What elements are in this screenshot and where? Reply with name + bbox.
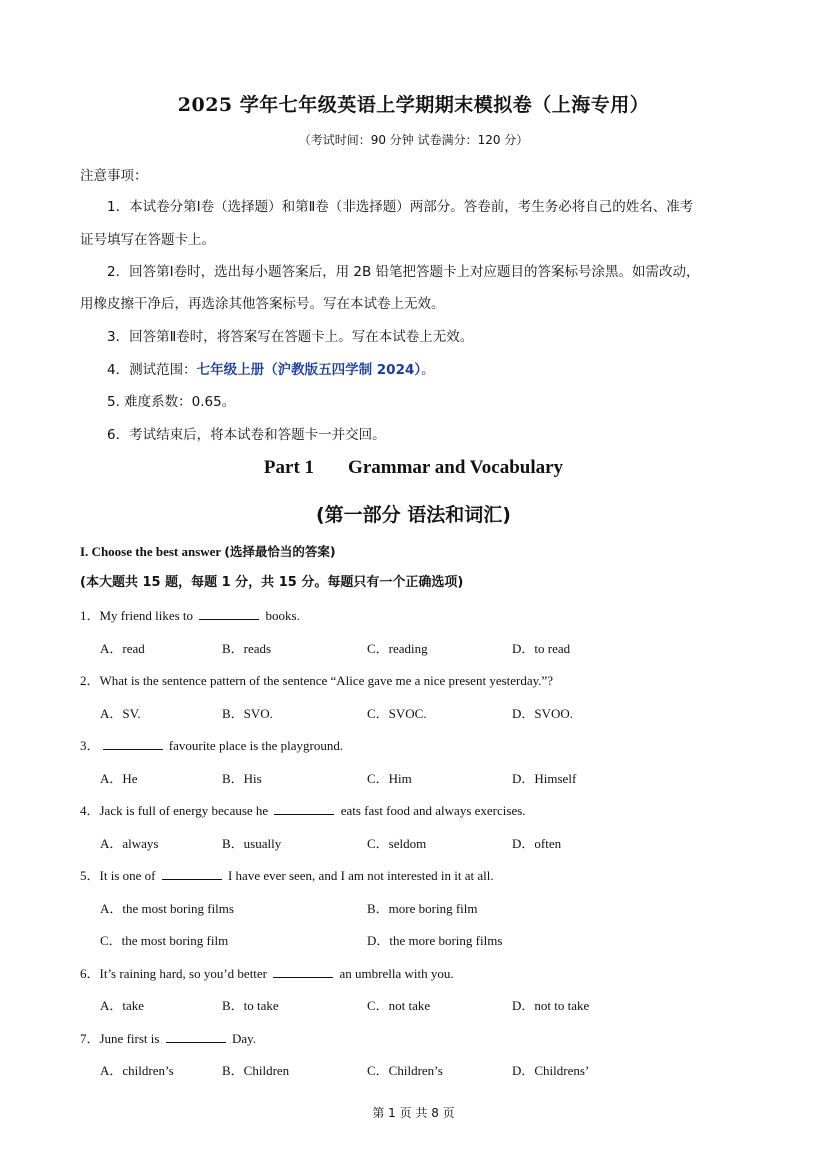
question-1 [80,605,300,624]
question-2-option-b: B．SVO. [222,706,273,721]
question-7-option-a: A．children’s [100,1063,174,1078]
question-4-option-c: C．seldom [367,836,427,851]
question-3-option-c: C．Him [367,771,412,786]
question-1-option-a: A．read [100,641,145,656]
answer-blank [103,737,163,750]
question-3-option-d: D．Himself [512,771,577,786]
question-6-option-c: C．not take [367,998,431,1013]
question-6-text: 6．It’s raining hard, so you’d better [80,966,271,981]
question-7 [80,1028,256,1047]
question-3-text: 3． [80,738,100,753]
note-5: 5. 难度系数：0.65。 [107,394,236,410]
question-6-option-d: D．not to take [512,998,590,1013]
note-1a: 1．本试卷分第Ⅰ卷（选择题）和第Ⅱ卷（非选择题）两部分。答卷前，考生务必将自己的姓名、准考 [107,199,694,215]
question-6-text-end: an umbrella with you. [336,966,454,981]
answer-blank [162,867,222,880]
answer-blank [199,607,259,620]
question-1-option-d: D．to read [512,641,571,656]
question-6 [80,963,454,982]
section-heading [80,542,336,560]
question-2-option-c: C．SVOC. [367,706,427,721]
question-4 [80,800,526,819]
note-4 [107,358,435,378]
note-1b: 证号填写在答题卡上。 [80,232,215,248]
question-4-text: 4．Jack is full of energy because he [80,803,272,818]
question-5 [80,865,494,884]
question-2-option-a: A．SV. [100,706,141,721]
part-title-number: Part 1 [263,457,315,478]
part-title-name: Grammar and Vocabulary [348,457,564,478]
question-1-option-c: C．reading [367,641,428,656]
question-1-text-end: books. [262,608,300,623]
part-title [0,457,827,479]
question-2 [80,670,553,689]
question-4-text-end: eats fast food and always exercises. [337,803,526,818]
note-4-suffix: 。 [421,362,435,378]
note-4-scope: 七年级上册（沪教版五四学制 2024） [196,362,422,378]
page-footer: 第 1 页 共 8 页 [372,1106,455,1120]
question-2-text: 2．What is the sentence pattern of the sentence “Alice gave me a nice present yesterday.”? [80,673,554,688]
question-1-text: 1．My friend likes to [80,608,197,623]
exam-title: 2025 学年七年级英语上学期期末模拟卷（上海专用） [177,94,650,116]
question-3-option-b: B．His [222,771,262,786]
answer-blank [274,802,334,815]
question-3-option-a: A．He [100,771,138,786]
note-3: 3．回答第Ⅱ卷时，将答案写在答题卡上。写在本试卷上无效。 [107,329,474,345]
note-2b: 用橡皮擦干净后，再选涂其他答案标号。写在本试卷上无效。 [80,296,445,312]
question-5-text-end: I have ever seen, and I am not interested in it at all. [224,868,494,883]
question-7-option-c: C．Children’s [367,1063,443,1078]
note-6: 6．考试结束后，将本试卷和答题卡一并交回。 [107,427,386,443]
question-5-option-d: D．the more boring films [367,933,503,948]
question-3-text-end: favourite place is the playground. [165,738,344,753]
part-subtitle: (第一部分 语法和词汇) [316,504,511,526]
question-5-option-b: B．more boring film [367,901,478,916]
section-heading-en: I. Choose the best answer [80,544,225,559]
question-6-option-a: A．take [100,998,145,1013]
answer-blank [273,965,333,978]
question-7-text-end: Day. [228,1031,257,1046]
question-4-option-a: A．always [100,836,159,851]
exam-subtitle: （考试时间：90 分钟 试卷满分：120 分） [298,133,529,147]
question-7-option-d: D．Childrens’ [512,1063,590,1078]
note-4-prefix: 4．测试范围： [107,362,197,378]
question-5-option-c: C．the most boring film [100,933,229,948]
answer-blank [166,1030,226,1043]
question-7-text: 7．June first is [80,1031,163,1046]
question-6-option-b: B．to take [222,998,279,1013]
question-4-option-b: B．usually [222,836,282,851]
section-rule: (本大题共 15 题，每题 1 分，共 15 分。每题只有一个正确选项) [80,575,464,590]
question-7-option-b: B．Children [222,1063,290,1078]
note-2a: 2．回答第Ⅰ卷时，选出每小题答案后，用 2B 铅笔把答题卡上对应题目的答案标号涂黑。如需改动， [107,264,700,280]
notes-heading: 注意事项： [80,168,148,184]
question-2-option-d: D．SVOO. [512,706,574,721]
question-4-option-d: D．often [512,836,562,851]
question-5-option-a: A．the most boring films [100,901,234,916]
section-heading-cn: (选择最恰当的答案) [224,544,336,559]
question-1-option-b: B．reads [222,641,272,656]
question-3 [80,735,343,754]
question-5-text: 5．It is one of [80,868,159,883]
